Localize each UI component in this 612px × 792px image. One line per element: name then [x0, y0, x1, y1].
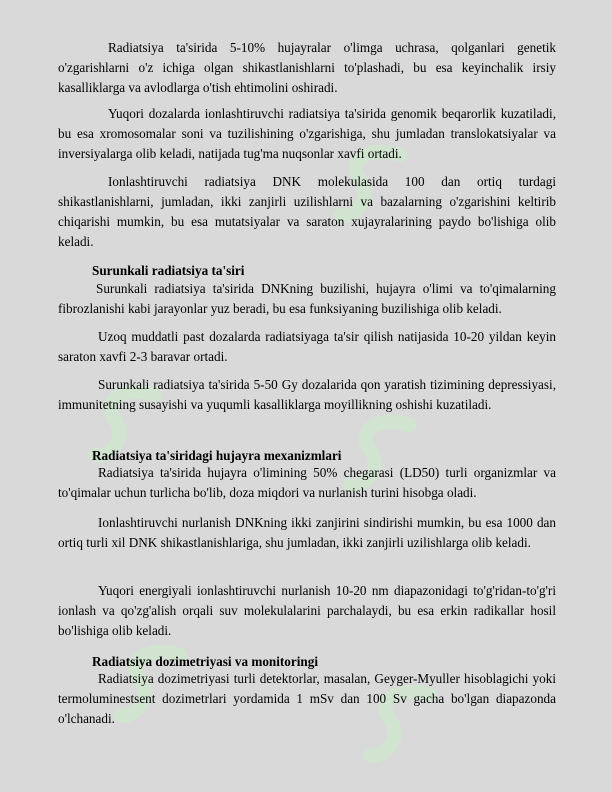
paragraph: Ionlashtiruvchi nurlanish DNKning ikki zanjirini sindirishi mumkin, bu esa 1000 dan ortiq turli xil DNK shikastlanishlariga, shu jumladan, ikki zanjirli uzilishlarga olib keladi. [58, 515, 556, 550]
paragraph: Yuqori energiyali ionlashtiruvchi nurlanish 10-20 nm diapazonidagi to'g'ridan-to'g'ri ionlash va qo'zg'alish orqali suv molekulalarini parchalaydi, bu esa erkin radikallar hosil bo'lishiga olib keladi. [58, 583, 556, 638]
paragraph: Ionlashtiruvchi radiatsiya DNK molekulasida 100 dan ortiq turdagi shikastlanishlarni, jumladan, ikki zanjirli uzilishlarni va bazalarning o'zgarishini keltirib chiqarishi mumkin, bu esa mutatsiyalar va saraton xujayralarining paydo bo'lishiga olib keladi. [58, 174, 556, 249]
paragraph: Surunkali radiatsiya ta'sirida DNKning buzilishi, hujayra o'limi va to'qimalarning fibrozlanishi kabi jarayonlar yuz beradi, bu esa funksiyaning buzilishiga olib keladi. [58, 281, 556, 316]
paragraph: Uzoq muddatli past dozalarda radiatsiyaga ta'sir qilish natijasida 10-20 yildan keyin saraton xavfi 2-3 baravar ortadi. [58, 329, 556, 364]
paragraph: Surunkali radiatsiya ta'sirida 5-50 Gy dozalarida qon yaratish tizimining depressiyasi, immunitetning susayishi va yuqumli kasalliklarga moyillikning oshishi kuzatiladi. [58, 377, 556, 412]
paragraph: Radiatsiya dozimetriyasi turli detektorlar, masalan, Geyger-Myuller hisoblagichi yoki termoluminestsent dozimetrlari yordamida 1 mSv dan 100 Sv gacha bo'lgan diapazonda o'lchanadi. [58, 671, 556, 726]
section-heading: Surunkali radiatsiya ta'siri [92, 263, 245, 278]
paragraph: Radiatsiya ta'sirida 5-10% hujayralar o'limga uchrasa, qolganlari genetik o'zgarishlarni o'z ichiga olgan shikastlanishlarni to'plashadi, bu esa keyinchalik irsiy kasalliklarga va avlodlarga o'tish ehtimolini oshiradi. [58, 40, 556, 95]
section-heading: Radiatsiya dozimetriyasi va monitoringi [92, 654, 319, 669]
section-heading: Radiatsiya ta'siridagi hujayra mexanizmlari [92, 448, 342, 463]
paragraph: Radiatsiya ta'sirida hujayra o'limining 50% chegarasi (LD50) turli organizmlar va to'qimalar uchun turlicha bo'lib, doza miqdori va nurlanish turini hisobga oladi. [58, 465, 556, 500]
paragraph: Yuqori dozalarda ionlashtiruvchi radiatsiya ta'sirida genomik beqarorlik kuzatiladi, bu esa xromosomalar soni va tuzilishining o'zgarishiga, shu jumladan translokatsiyalar va inversiyalarga olib keladi, natijada tug'ma nuqsonlar xavfi ortadi. [58, 106, 556, 161]
